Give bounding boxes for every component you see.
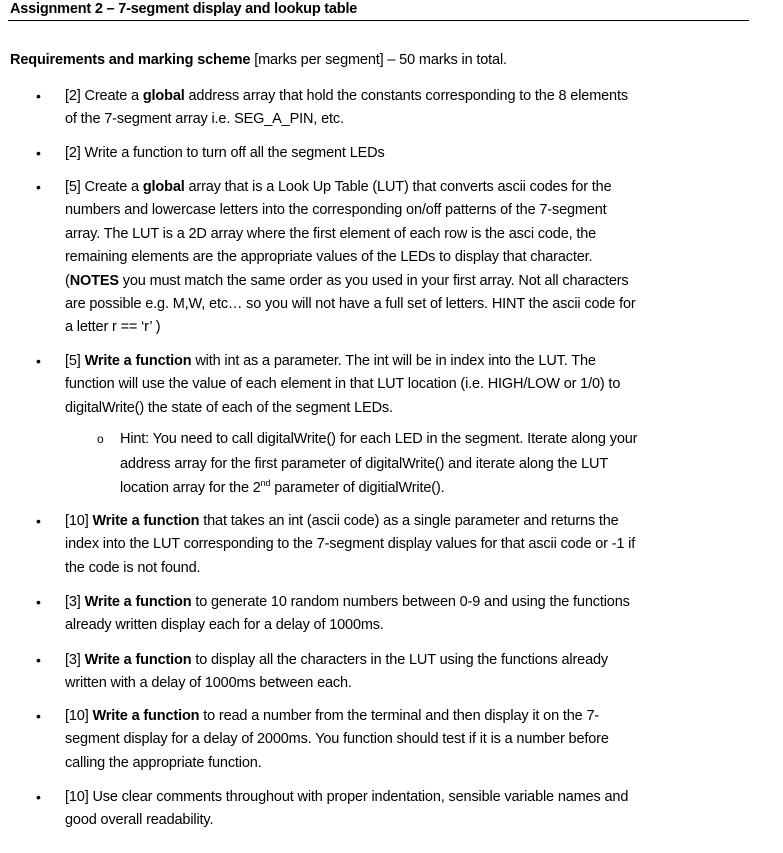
item-text xyxy=(65,705,609,775)
item-text xyxy=(65,786,628,833)
text-segment: numbers and lowercase letters into the corresponding on/off patterns of the 7-segment xyxy=(65,202,607,219)
text-segment: [10] Use clear comments throughout with proper indentation, sensible variable names and xyxy=(65,789,629,805)
text-line xyxy=(65,246,636,269)
text-segment: [3] xyxy=(65,652,85,668)
text-segment: [3] xyxy=(65,594,85,610)
document-title: Assignment 2 – 7-segment display and lookup table xyxy=(10,1,358,17)
intro-bold: Requirements and marking scheme xyxy=(10,52,251,68)
text-line xyxy=(65,728,609,751)
text-line xyxy=(65,293,636,316)
text-segment: written with a delay of 1000ms between each. xyxy=(65,675,352,692)
text-line xyxy=(65,397,620,420)
bold-text: Write a function xyxy=(84,652,192,668)
text-line xyxy=(65,786,628,809)
text-segment: to display all the characters in the LUT using the functions already xyxy=(191,652,609,668)
text-segment: calling the appropriate function. xyxy=(65,754,262,771)
item-text xyxy=(65,176,636,340)
text-segment: [2] Write a function to turn off all the segment LEDs xyxy=(65,145,385,161)
text-segment: with int as a parameter. The int will be in index into the LUT. The xyxy=(191,353,596,369)
text-line xyxy=(65,557,635,580)
bold-text: Write a function xyxy=(84,594,192,610)
text-line xyxy=(65,510,635,533)
text-segment: function will use the value of each element in that LUT location (i.e. HIGH/LOW or 1/0) to xyxy=(65,376,621,393)
item-text xyxy=(120,427,637,501)
text-line xyxy=(65,614,630,637)
text-line xyxy=(65,752,609,775)
bullet-icon: • xyxy=(36,145,41,161)
text-segment: to read a number from the terminal and then display it on the 7- xyxy=(199,708,600,724)
text-line xyxy=(65,270,636,293)
text-segment: [10] xyxy=(65,513,93,529)
text-segment: the code is not found. xyxy=(65,559,201,576)
text-segment: address array for the first parameter of digitalWrite() and iterate along the LUT xyxy=(120,455,609,472)
superscript-text: nd xyxy=(260,478,271,489)
bullet-icon: • xyxy=(36,652,41,668)
bold-text: Write a function xyxy=(84,353,192,369)
bullet-icon: • xyxy=(36,708,41,724)
text-segment: array that is a Look Up Table (LUT) that converts ascii codes for the xyxy=(184,179,612,195)
intro-paragraph xyxy=(10,52,507,68)
text-segment: segment display for a delay of 2000ms. You function should test if it is a number before xyxy=(65,731,609,748)
text-segment: Hint: You need to call digitalWrite() for each LED in the segment. Iterate along your xyxy=(120,431,638,447)
hollow-bullet-icon: o xyxy=(97,432,104,446)
text-line xyxy=(65,316,636,339)
text-segment: [2] Create a xyxy=(65,88,143,104)
item-text xyxy=(65,350,620,420)
text-segment: of the 7-segment array i.e. SEG_A_PIN, etc. xyxy=(65,111,344,128)
text-line xyxy=(65,809,628,832)
text-line xyxy=(65,108,628,131)
text-line xyxy=(120,476,637,501)
text-segment: you must match the same order as you used in your first array. Not all characters xyxy=(118,272,629,289)
text-line xyxy=(65,533,635,556)
bold-text: NOTES xyxy=(69,272,119,289)
text-segment: digitalWrite() the state of each of the segment LEDs. xyxy=(65,399,393,416)
text-line xyxy=(65,199,636,222)
text-line xyxy=(65,142,385,165)
text-line xyxy=(65,350,620,373)
text-line xyxy=(120,427,637,452)
bold-text: global xyxy=(142,179,185,195)
text-segment: are possible e.g. M,W, etc… so you will not have a full set of letters. HINT the ascii code for xyxy=(65,295,636,312)
bullet-icon: • xyxy=(36,88,41,104)
bullet-icon: • xyxy=(36,789,41,805)
title-underline xyxy=(8,20,749,21)
bullet-icon: • xyxy=(36,594,41,610)
bold-text: Write a function xyxy=(92,513,200,529)
item-text xyxy=(65,649,608,696)
text-line xyxy=(65,176,636,199)
text-line xyxy=(65,649,608,672)
item-text xyxy=(65,510,635,580)
text-segment: array. The LUT is a 2D array where the first element of each row is the asci code, the xyxy=(65,225,597,242)
text-line xyxy=(65,591,630,614)
text-line xyxy=(65,223,636,246)
text-segment: [5] xyxy=(65,353,85,369)
text-segment: already written display each for a delay of 1000ms. xyxy=(65,617,384,634)
bold-text: Write a function xyxy=(92,708,200,724)
text-line xyxy=(65,672,608,695)
bullet-icon: • xyxy=(36,353,41,369)
text-line xyxy=(65,705,609,728)
text-segment: good overall readability. xyxy=(65,812,214,829)
text-segment: index into the LUT corresponding to the 7-segment display values for that ascii code or -1 if xyxy=(65,536,636,553)
text-segment: location array for the 2 xyxy=(120,480,261,496)
text-segment: ( xyxy=(65,272,70,289)
text-segment: [10] xyxy=(65,708,93,724)
intro-rest: [marks per segment] – 50 marks in total. xyxy=(250,52,507,68)
text-segment: [5] Create a xyxy=(65,179,143,195)
item-text xyxy=(65,591,630,638)
text-segment: a letter r == ‘r’ ) xyxy=(65,319,161,336)
bullet-icon: • xyxy=(36,179,41,195)
text-line xyxy=(120,452,637,477)
text-segment: remaining elements are the appropriate values of the LEDs to display that character. xyxy=(65,249,593,266)
text-line xyxy=(65,373,620,396)
bold-text: global xyxy=(142,88,185,104)
bullet-icon: • xyxy=(36,513,41,529)
text-line xyxy=(65,85,628,108)
text-segment: parameter of digitialWrite(). xyxy=(270,480,445,496)
text-segment: address array that hold the constants corresponding to the 8 elements xyxy=(184,88,628,104)
item-text xyxy=(65,85,628,132)
item-text xyxy=(65,142,385,165)
text-segment: to generate 10 random numbers between 0-9 and using the functions xyxy=(191,594,630,610)
text-segment: that takes an int (ascii code) as a single parameter and returns the xyxy=(199,513,619,529)
